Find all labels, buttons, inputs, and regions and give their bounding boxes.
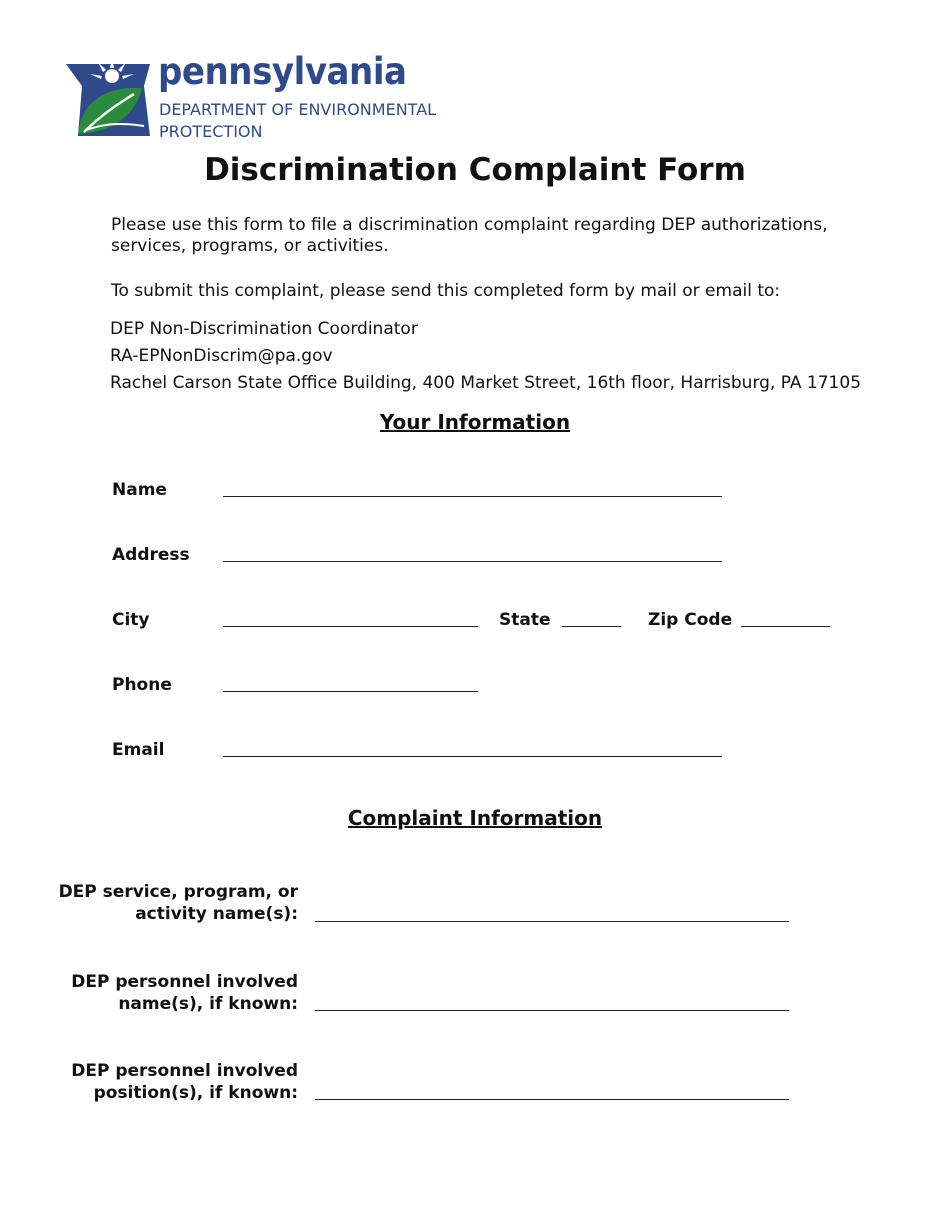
city-field[interactable] [223, 626, 478, 627]
name-label: Name [112, 480, 167, 500]
your-information-heading: Your Information [379, 410, 571, 434]
personnel-position-label [71, 1060, 298, 1104]
dep-logo [64, 52, 464, 142]
phone-label: Phone [112, 675, 172, 695]
personnel-position-label-line1: DEP personnel involved [71, 1061, 298, 1081]
complaint-information-heading: Complaint Information [347, 806, 603, 830]
address-label: Address [112, 545, 190, 565]
state-field[interactable] [562, 626, 621, 627]
program-name-label-line2: activity name(s): [135, 904, 298, 924]
page-title: Discrimination Complaint Form [204, 152, 746, 188]
address-field[interactable] [223, 561, 722, 562]
program-name-label [59, 881, 298, 925]
state-label: State [499, 610, 551, 630]
name-field[interactable] [223, 496, 722, 497]
program-name-label-line1: DEP service, program, or [58, 882, 298, 902]
brand-subtitle: DEPARTMENT OF ENVIRONMENTAL PROTECTION [159, 100, 437, 141]
personnel-position-field[interactable] [315, 1099, 789, 1100]
city-label: City [112, 610, 150, 630]
program-name-field[interactable] [315, 921, 789, 922]
contact-address: Rachel Carson State Office Building, 400 Market Street, 16th floor, Harrisburg, PA 17105 [110, 373, 862, 393]
personnel-position-label-line2: position(s), if known: [93, 1083, 298, 1103]
brand-name: pennsylvania [158, 50, 407, 93]
contact-email[interactable]: RA-EPNonDiscrim@pa.gov [110, 346, 333, 366]
contact-recipient: DEP Non-Discrimination Coordinator [110, 319, 418, 339]
email-field[interactable] [223, 756, 722, 757]
intro-text: Please use this form to file a discrimination complaint regarding DEP authorizations, services, programs, or activities. [111, 215, 828, 256]
personnel-name-label-line2: name(s), if known: [118, 994, 298, 1014]
personnel-name-field[interactable] [315, 1010, 789, 1011]
contact-block [110, 316, 861, 397]
submit-instructions: To submit this complaint, please send this completed form by mail or email to: [111, 281, 781, 301]
zip-code-label: Zip Code [648, 610, 733, 630]
personnel-name-label-line1: DEP personnel involved [71, 972, 298, 992]
zip-code-field[interactable] [741, 626, 830, 627]
email-label: Email [112, 740, 165, 760]
personnel-name-label [71, 971, 298, 1015]
phone-field[interactable] [223, 691, 478, 692]
keystone-leaf-icon [64, 52, 152, 138]
